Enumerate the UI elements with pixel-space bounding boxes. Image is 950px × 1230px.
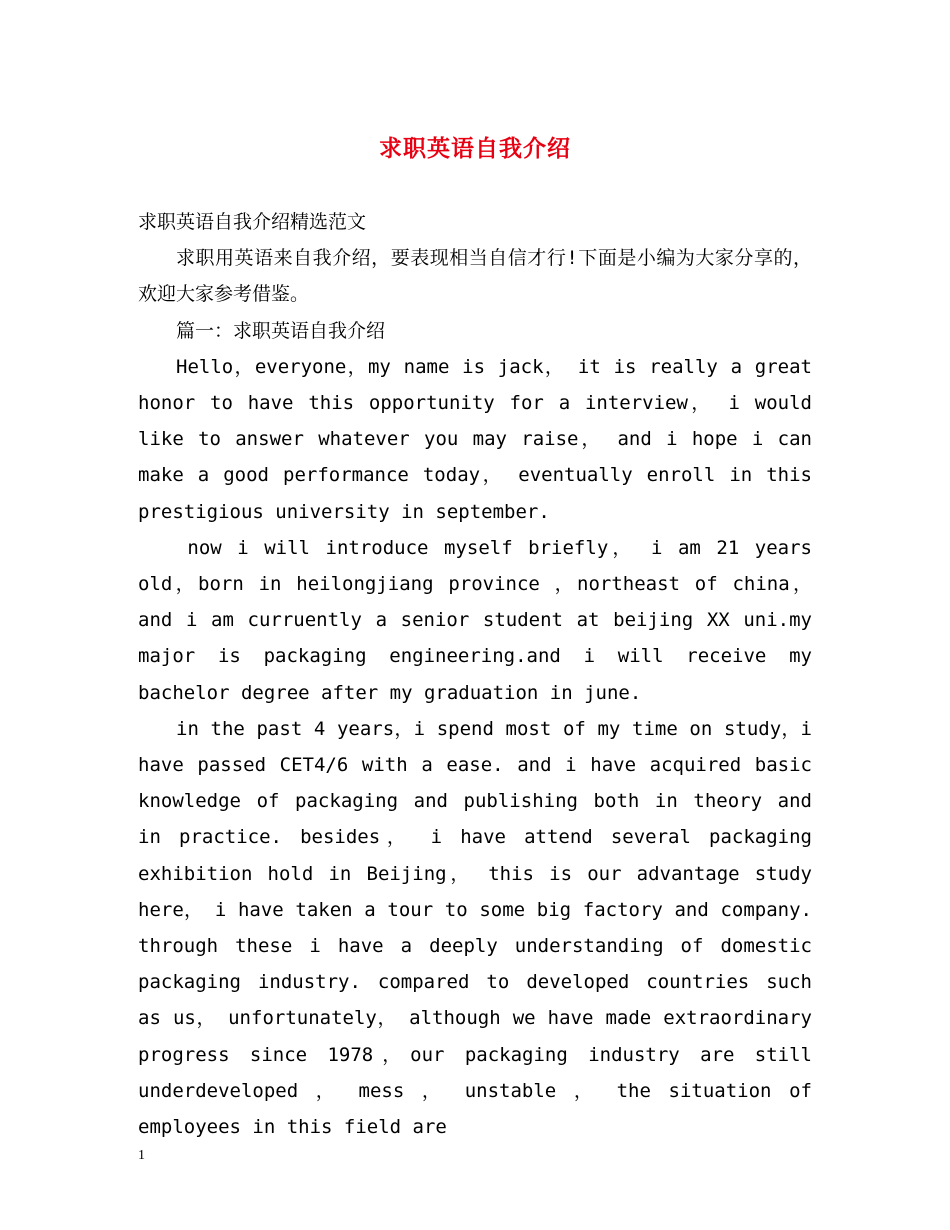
body-paragraph: Hello，everyone，my name is jack， it is really a great honor to have this opportunity for a interview， i would like to answer whatever you may raise， and i hope i can make a good performance today， eventually enroll in this prestigious university in september. [138, 355, 812, 523]
document-body [138, 204, 812, 1145]
intro-paragraph: 求职用英语来自我介绍，要表现相当自信才行!下面是小编为大家分享的，欢迎大家参考借鉴。 [138, 247, 812, 306]
page-number: 1 [138, 1148, 145, 1163]
body-paragraph: now i will introduce myself briefly， i am 21 years old，born in heilongjiang province ，northeast of china，and i am curruently a senior student at beijing XX uni.my major is packaging engineering.and i will receive my bachelor degree after my graduation in june. [138, 536, 812, 704]
document-title: 求职英语自我介绍 [379, 135, 571, 162]
section-heading: 篇一：求职英语自我介绍 [176, 319, 386, 342]
body-paragraph: in the past 4 years，i spend most of my time on study，i have passed CET4/6 with a ease. and i have acquired basic knowledge of packaging and publishing both in theory and in practice. besides， i have attend several packaging exhibition hold in Beijing， this is our advantage study here， i have taken a tour to some big factory and company. through these i have a deeply understanding of domestic packaging industry. compared to developed countries such as us， unfortunately， although we have made extraordinary progress since 1978，our packaging industry are still underdeveloped ， mess ， unstable ， the situation of employees in this field are [138, 717, 812, 1139]
document-subtitle: 求职英语自我介绍精选范文 [138, 211, 367, 233]
